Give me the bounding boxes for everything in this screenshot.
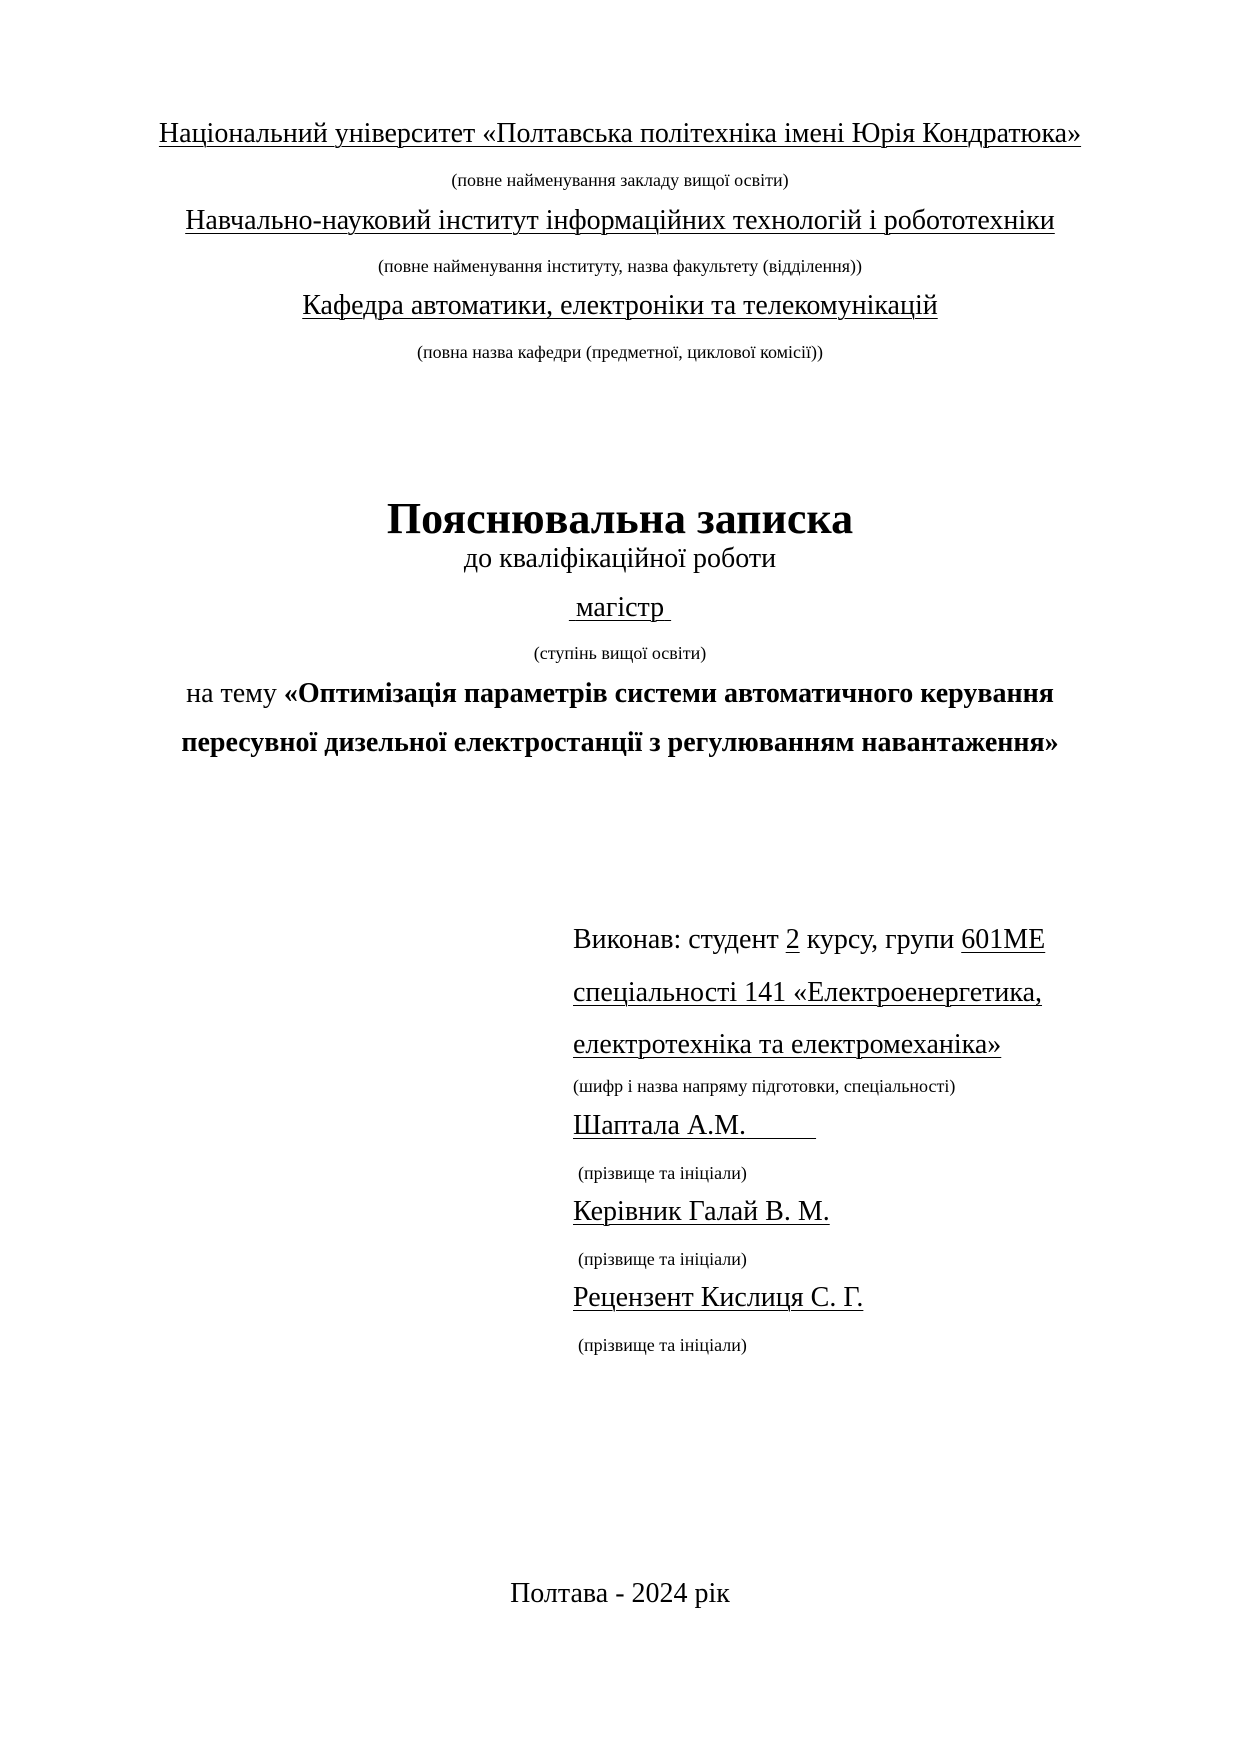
degree-value: магістр — [575, 592, 665, 623]
topic-line-2 — [0, 727, 1240, 759]
reviewer-name: Рецензент Кислиця С. Г. — [573, 1282, 864, 1313]
performed-by — [573, 924, 1045, 956]
topic-prefix: на тему — [186, 678, 284, 709]
document-title: Пояснювальна записка — [386, 494, 854, 543]
university-name: Національний університет «Полтавська політехніка імені Юрія Кондратюка» — [158, 118, 1082, 149]
city-year: Полтава - 2024 рік — [510, 1578, 730, 1609]
degree — [0, 592, 1240, 624]
course-number: 2 — [785, 924, 800, 955]
specialty-line-2: електротехніка та електромеханіка» — [573, 1029, 1002, 1060]
group-prefix: курсу, групи — [799, 924, 962, 955]
document-subtitle: до кваліфікаційної роботи — [463, 543, 777, 574]
degree-note: (ступінь вищої освіти) — [533, 643, 707, 663]
student-note: (прізвище та ініціали) — [578, 1163, 747, 1183]
department-name: Кафедра автоматики, електроніки та телекомунікацій — [302, 290, 938, 321]
student-name: Шаптала А.М. — [573, 1110, 747, 1141]
specialty-note: (шифр і назва напряму підготовки, спеціальності) — [573, 1076, 956, 1096]
performed-prefix: Виконав: студент — [573, 924, 786, 955]
department-note: (повна назва кафедри (предметної, циклової комісії)) — [416, 342, 824, 362]
institute-note: (повне найменування інституту, назва факультету (відділення)) — [377, 256, 863, 276]
supervisor-note: (прізвище та ініціали) — [578, 1249, 747, 1269]
topic-title-part-1: «Оптимізація параметрів системи автоматичного керування — [283, 678, 1054, 709]
student-name-line — [573, 1110, 816, 1142]
topic-title-part-2: пересувної дизельної електростанції з регулюванням навантаження» — [181, 727, 1059, 758]
specialty-line-1: спеціальності 141 «Електроенергетика, — [573, 977, 1043, 1008]
institute-name: Навчально-науковий інститут інформаційних технологій і робототехніки — [185, 205, 1055, 236]
group-code: 601МЕ — [961, 924, 1046, 955]
supervisor-name: Керівник Галай В. М. — [573, 1196, 830, 1227]
university-note: (повне найменування закладу вищої освіти) — [451, 170, 789, 190]
reviewer-note: (прізвище та ініціали) — [578, 1335, 747, 1355]
topic-line-1 — [0, 678, 1240, 710]
